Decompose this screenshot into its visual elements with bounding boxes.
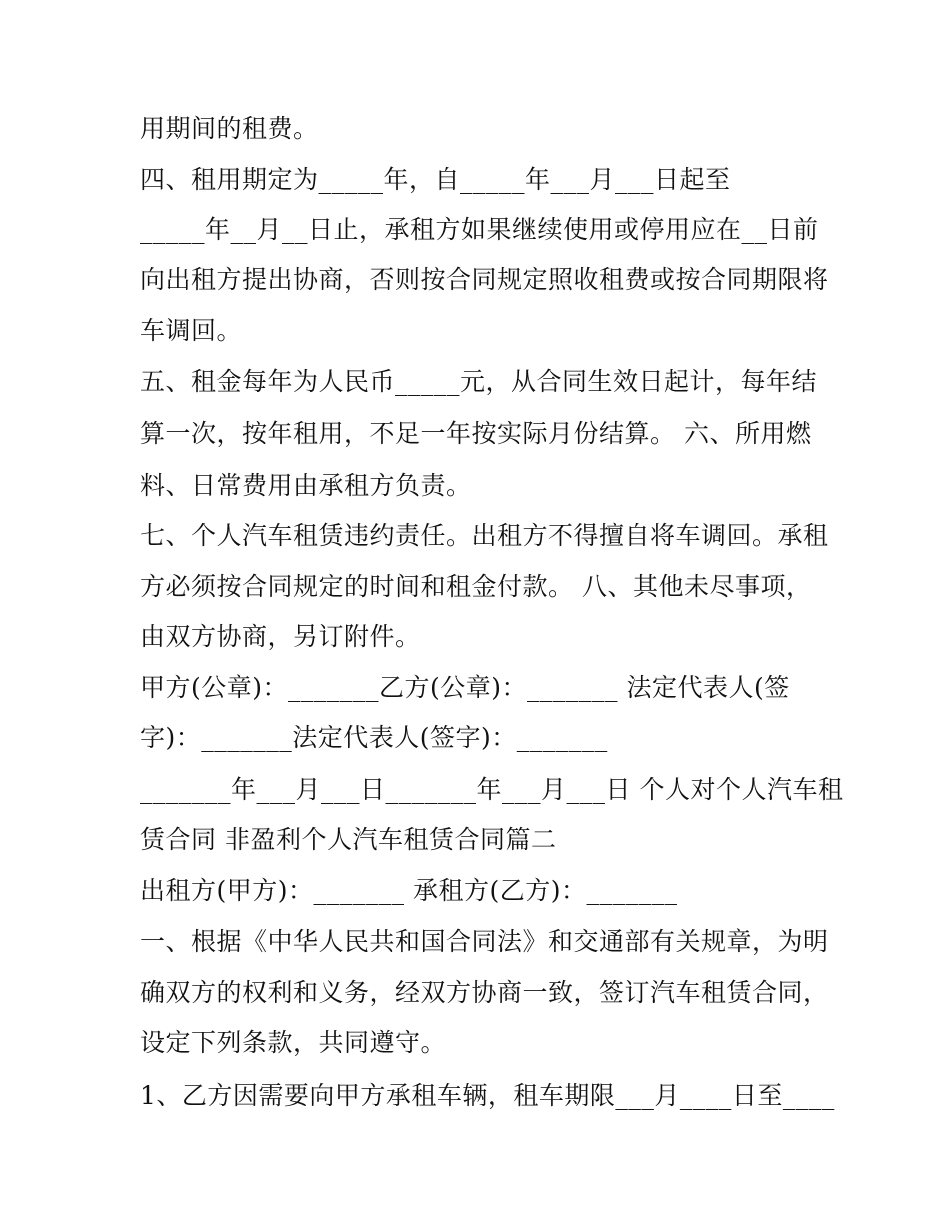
text-line: 1、乙方因需要向甲方承租车辆，租车期限___月____日至____ — [140, 1081, 835, 1110]
text-line: 字)：_______法定代表人(签字)：_______ — [140, 723, 608, 752]
text-line: 用期间的租费。 — [140, 114, 319, 143]
text-line: 由双方协商，另订附件。 — [140, 622, 421, 651]
text-line: 七、个人汽车租赁违约责任。出租方不得擅自将车调回。承租 — [140, 521, 829, 550]
text-line: 一、根据《中华人民共和国合同法》和交通部有关规章，为明 — [140, 927, 829, 956]
text-line: 向出租方提出协商，否则按合同规定照收租费或按合同期限将 — [140, 265, 829, 294]
text-line: 出租方(甲方)：_______ 承租方(乙方)：_______ — [140, 876, 678, 905]
text-line: 四、租用期定为_____年，自_____年___月___日起至 — [140, 165, 731, 194]
text-line: 赁合同 非盈利个人汽车租赁合同篇二 — [140, 825, 557, 854]
text-line: 设定下列条款，共同遵守。 — [140, 1028, 447, 1057]
text-line: 甲方(公章)：_______乙方(公章)：_______ 法定代表人(签 — [140, 673, 790, 702]
text-line: _______年___月___日_______年___月___日 个人对个人汽车租 — [140, 775, 844, 804]
text-line: 五、租金每年为人民币_____元，从合同生效日起计，每年结 — [140, 367, 818, 396]
text-line: 车调回。 — [140, 316, 243, 345]
text-line: 料、日常费用由承租方负责。 — [140, 471, 472, 500]
text-line: 方必须按合同规定的时间和租金付款。 八、其他未尽事项， — [140, 572, 812, 601]
text-line: 算一次，按年租用，不足一年按实际月份结算。 六、所用燃 — [140, 419, 812, 448]
text-line: _____年__月__日止，承租方如果继续使用或停用应在__日前 — [140, 215, 819, 244]
text-line: 确双方的权利和义务，经双方协商一致，签订汽车租赁合同， — [140, 978, 829, 1007]
